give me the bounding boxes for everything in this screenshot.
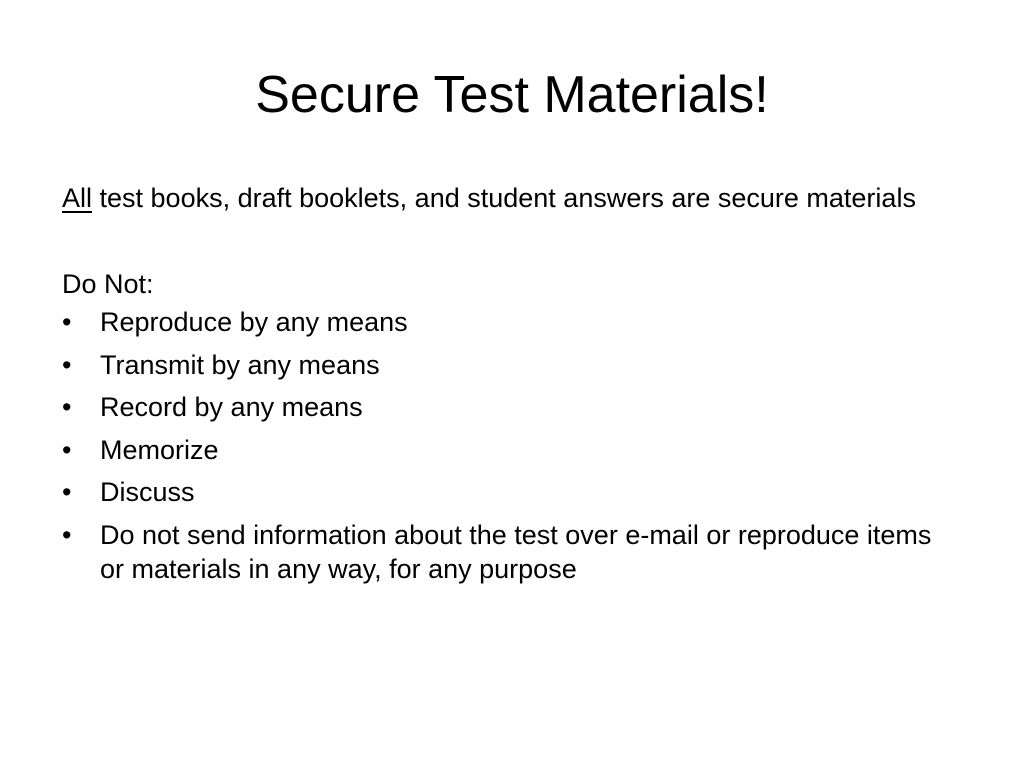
slide-title: Secure Test Materials! — [255, 66, 769, 124]
bullet-text: Do not send information about the test over e-mail or reproduce items or materials in any way, for any purpose — [100, 519, 932, 584]
do-not-label: Do Not: — [62, 269, 154, 299]
bullet-list — [62, 305, 962, 586]
bullet-text: Transmit by any means — [100, 349, 380, 380]
bullet-text: Memorize — [100, 434, 219, 465]
list-item — [62, 390, 962, 424]
list-item — [62, 305, 962, 339]
bullet-icon: • — [62, 519, 72, 550]
bullet-icon: • — [62, 392, 72, 422]
list-item — [62, 348, 962, 382]
intro-paragraph — [62, 181, 962, 215]
bullet-icon: • — [62, 349, 72, 380]
slide-body — [62, 181, 962, 594]
bullet-text: Record by any means — [100, 392, 363, 422]
intro-emphasis: All — [62, 183, 93, 213]
list-item — [62, 475, 962, 509]
list-item — [62, 433, 962, 467]
list-item — [62, 518, 962, 586]
bullet-icon: • — [62, 434, 72, 465]
bullet-text: Reproduce by any means — [100, 307, 408, 337]
intro-text: test books, draft booklets, and student answers are secure materials — [92, 183, 916, 213]
bullet-icon: • — [62, 477, 72, 507]
bullet-text: Discuss — [100, 477, 195, 507]
bullet-icon: • — [62, 307, 72, 337]
